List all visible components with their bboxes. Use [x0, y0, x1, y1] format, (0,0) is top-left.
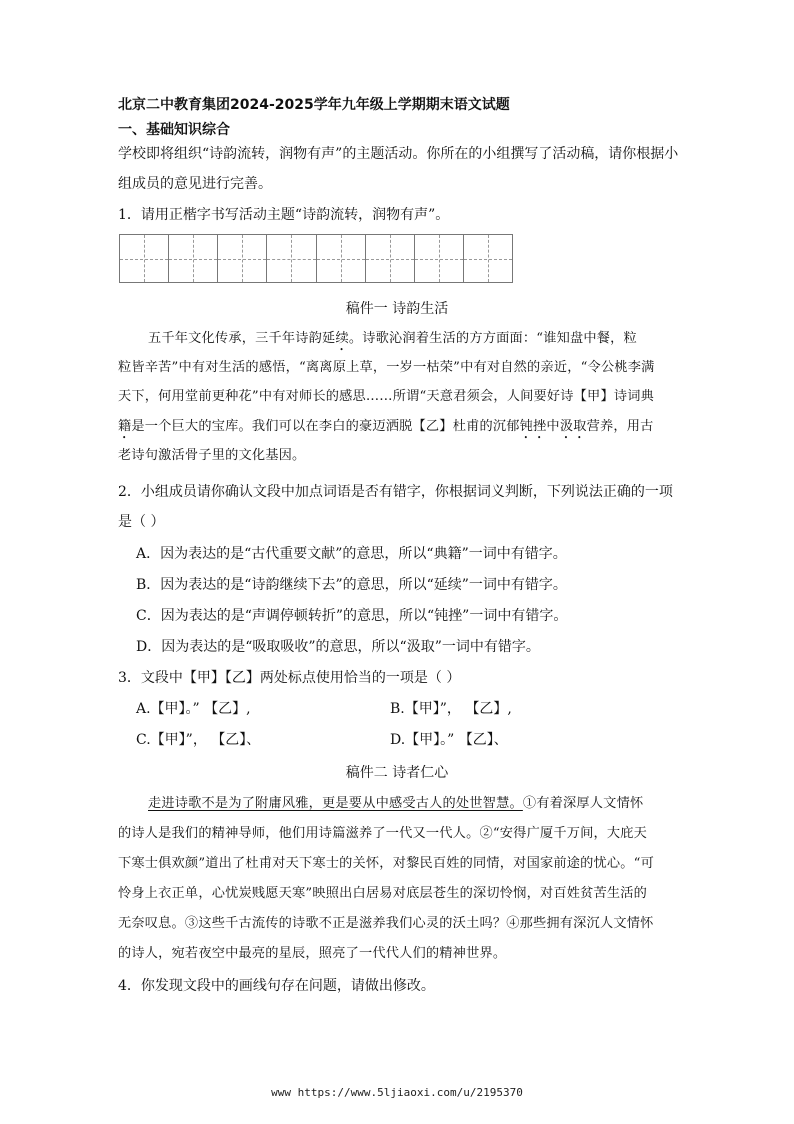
draft-1-line-1	[148, 327, 637, 354]
dotted-word-jiqu: 汲取	[559, 419, 587, 434]
question-3-stem: 3．文段中【甲】【乙】两处标点使用恰当的一项是（ ）	[118, 670, 461, 686]
grid-cell	[415, 235, 464, 282]
grid-cell	[317, 235, 366, 282]
intro-line-1: 学校即将组织“诗韵流转，润物有声”的主题活动。你所在的小组撰写了活动稿，请你根据小	[118, 146, 679, 162]
dotted-word-yanxu: 续	[335, 331, 349, 346]
text-run: 中	[546, 419, 560, 434]
question-2-option-b: B．因为表达的是“诗韵继续下去”的意思，所以“延续”一词中有错字。	[136, 577, 567, 593]
grid-cell	[218, 235, 267, 282]
question-3-option-d: D.【甲】。” 【乙】、	[390, 732, 508, 748]
draft-2-line-3: 下寒士俱欢颜”道出了杜甫对天下寒士的关怀，对黎民百姓的同情，对国家前途的忧心。“可	[118, 856, 654, 871]
question-2-stem-2: 是（ ）	[118, 514, 165, 530]
draft-1-line-4	[118, 415, 654, 442]
writing-grid	[119, 234, 513, 283]
text-run: ①有着深厚人文情怀	[522, 796, 644, 811]
grid-cell	[169, 235, 218, 282]
question-3-option-a: A.【甲】。” 【乙】,	[136, 701, 251, 717]
grid-cell	[267, 235, 316, 282]
question-3-option-c: C.【甲】”， 【乙】、	[136, 732, 261, 748]
grid-cell	[464, 235, 512, 282]
underlined-sentence: 走进诗歌不是为了附庸风雅，更是要从中感受古人的处世智慧。	[148, 796, 523, 811]
section-heading: 一、基础知识综合	[118, 122, 230, 138]
question-2-option-a: A．因为表达的是“古代重要文献”的意思，所以“典籍”一词中有错字。	[136, 546, 567, 562]
intro-line-2: 组成员的意见进行完善。	[118, 176, 272, 192]
draft-2-line-5: 无奈叹息。③这些千古流传的诗歌不正是滋养我们心灵的沃土吗？④那些拥有深沉人文情怀	[118, 916, 654, 931]
draft-2-line-2: 的诗人是我们的精神导师，他们用诗篇滋养了一代又一代人。②“安得广厦千万间，大庇天	[118, 826, 648, 841]
text-run: 五千年文化传承，三千年诗韵延	[148, 331, 336, 346]
text-run: 。诗歌沁润着生活的方方面面：“谁知盘中餐，粒	[348, 331, 637, 346]
grid-cell	[120, 235, 169, 282]
question-4: 4．你发现文段中的画线句存在问题，请做出修改。	[118, 978, 435, 994]
dotted-word-dianji: 籍	[118, 419, 132, 434]
grid-cell	[366, 235, 415, 282]
draft-1-line-3: 天下，何用堂前更种花”中有对师长的感思……所谓“天意君须会，人间要好诗【甲】诗词典	[118, 389, 654, 404]
question-3-option-b: B.【甲】”， 【乙】,	[390, 701, 512, 717]
dotted-word-dunchuo: 钝挫	[519, 419, 547, 434]
draft-2-heading: 稿件二 诗者仁心	[345, 765, 449, 781]
question-2-option-c: C．因为表达的是“声调停顿转折”的意思，所以“钝挫”一词中有错字。	[136, 608, 568, 624]
draft-1-line-5: 老诗句激活骨子里的文化基因。	[118, 448, 306, 463]
question-2-stem-1: 2．小组成员请你确认文段中加点词语是否有错字，你根据词义判断，下列说法正确的一项	[118, 484, 673, 500]
draft-1-heading: 稿件一 诗韵生活	[345, 301, 449, 317]
question-1: 1．请用正楷字书写活动主题“诗韵流转，润物有声”。	[118, 207, 450, 223]
draft-2-line-1	[148, 792, 643, 811]
question-2-option-d: D．因为表达的是“吸取吸收”的意思，所以“汲取”一词中有错字。	[136, 639, 540, 655]
draft-1-line-2: 粒皆辛苦”中有对生活的感悟，“离离原上草，一岁一枯荣”中有对自然的亲近，“令公桃李满	[118, 360, 655, 375]
draft-2-line-6: 的诗人，宛若夜空中最亮的星辰，照亮了一代代人们的精神世界。	[118, 946, 507, 961]
text-run: 是一个巨大的宝库。我们可以在李白的豪迈洒脱【乙】杜甫的沉郁	[131, 419, 520, 434]
exam-title: 北京二中教育集团2024-2025学年九年级上学期期末语文试题	[118, 97, 510, 113]
footer-url: www https://www.5ljiaoxi.com/u/2195370	[271, 1086, 523, 1099]
draft-2-line-4: 怜身上衣正单，心忧炭贱愿天寒”映照出白居易对底层苍生的深切怜悯，对百姓贫苦生活的	[118, 886, 648, 901]
text-run: 营养，用古	[586, 419, 654, 434]
